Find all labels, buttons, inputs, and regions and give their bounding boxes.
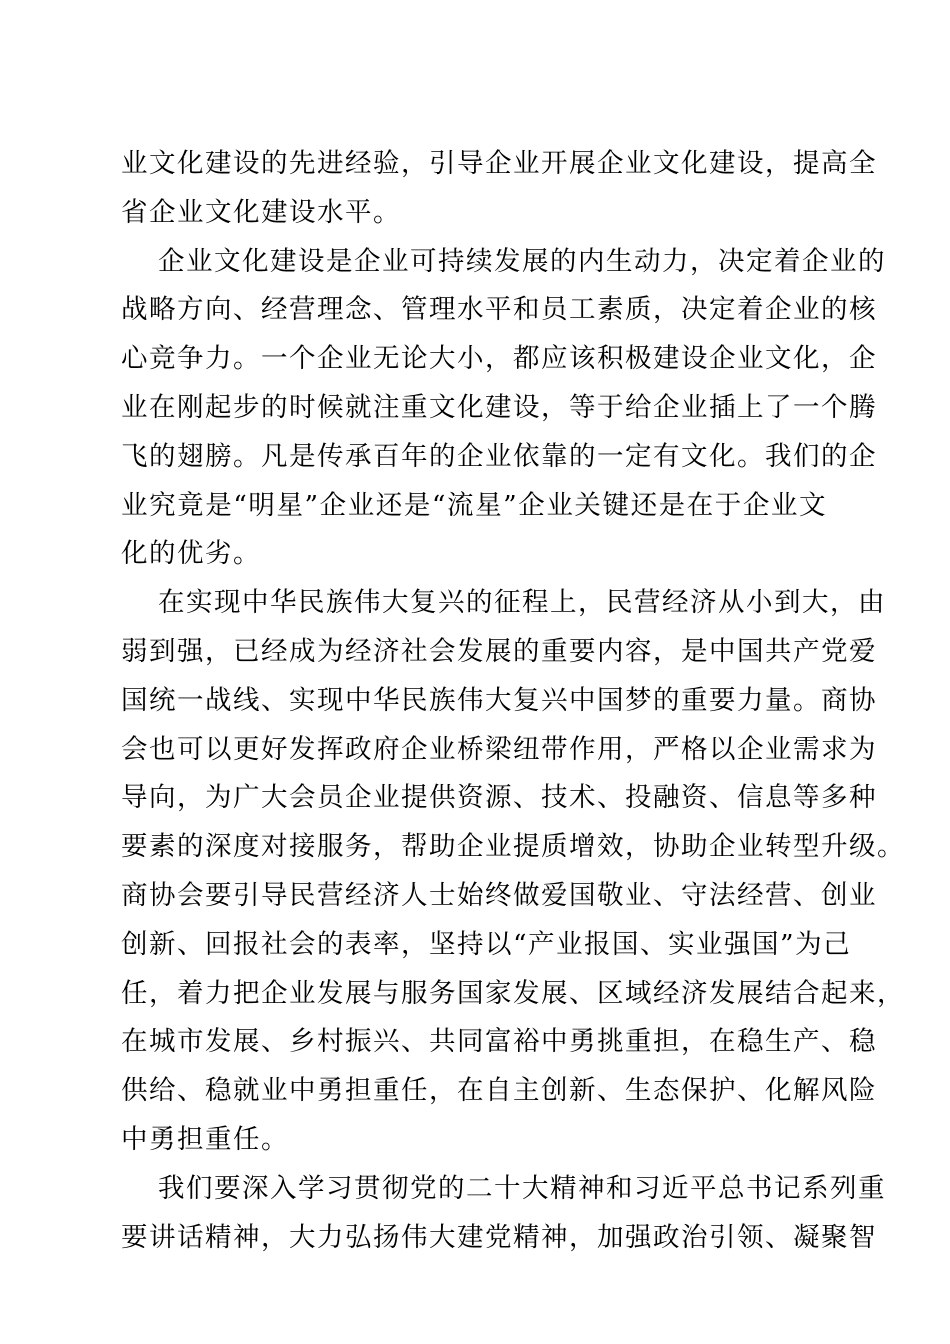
text-line: 业文化建设的先进经验，引导企业开展企业文化建设，提高全: [121, 148, 877, 179]
text-line: 创新、回报社会的表率，坚持以“产业报国、实业强国”为己: [121, 928, 852, 960]
paragraph: [121, 238, 886, 580]
text-line: 企业文化建设是企业可持续发展的内生动力，决定着企业的: [158, 245, 886, 277]
paragraph: [121, 140, 877, 238]
text-line: 会也可以更好发挥政府企业桥梁纽带作用，严格以企业需求为: [121, 733, 877, 765]
text-line: 我们要深入学习贯彻党的二十大精神和习近平总书记系列重: [158, 1172, 886, 1204]
text-line: 化的优劣。: [121, 538, 261, 570]
text-line: 飞的翅膀。凡是传承百年的企业依靠的一定有文化。我们的企: [121, 440, 877, 472]
text-line: 商协会要引导民营经济人士始终做爱国敬业、守法经营、创业: [121, 879, 877, 911]
text-line: 中勇担重任。: [121, 1123, 289, 1155]
body-text: [121, 140, 905, 1262]
text-line: 任，着力把企业发展与服务国家发展、区域经济发展结合起来，: [121, 977, 905, 1009]
paragraph: [121, 579, 905, 1165]
text-line: 在城市发展、乡村振兴、共同富裕中勇挑重担，在稳生产、稳: [121, 1026, 877, 1058]
text-line: 在实现中华民族伟大复兴的征程上，民营经济从小到大，由: [158, 587, 886, 619]
text-line: 业究竟是“明星”企业还是“流星”企业关键还是在于企业文: [121, 489, 827, 521]
text-line: 导向，为广大会员企业提供资源、技术、投融资、信息等多种: [121, 782, 877, 814]
text-line: 心竞争力。一个企业无论大小，都应该积极建设企业文化，企: [121, 343, 877, 375]
text-line: 国统一战线、实现中华民族伟大复兴中国梦的重要力量。商协: [121, 684, 877, 716]
paragraph: [121, 1165, 886, 1263]
text-line: 省企业文化建设水平。: [121, 196, 401, 228]
text-line: 要素的深度对接服务，帮助企业提质增效，协助企业转型升级。: [121, 831, 905, 863]
text-line: 供给、稳就业中勇担重任，在自主创新、生态保护、化解风险: [121, 1075, 877, 1107]
text-line: 要讲话精神，大力弘扬伟大建党精神，加强政治引领、凝聚智: [121, 1221, 877, 1253]
text-line: 业在刚起步的时候就注重文化建设，等于给企业插上了一个腾: [121, 391, 877, 423]
text-line: 战略方向、经营理念、管理水平和员工素质，决定着企业的核: [121, 294, 877, 326]
text-line: 弱到强，已经成为经济社会发展的重要内容，是中国共产党爱: [121, 635, 877, 667]
